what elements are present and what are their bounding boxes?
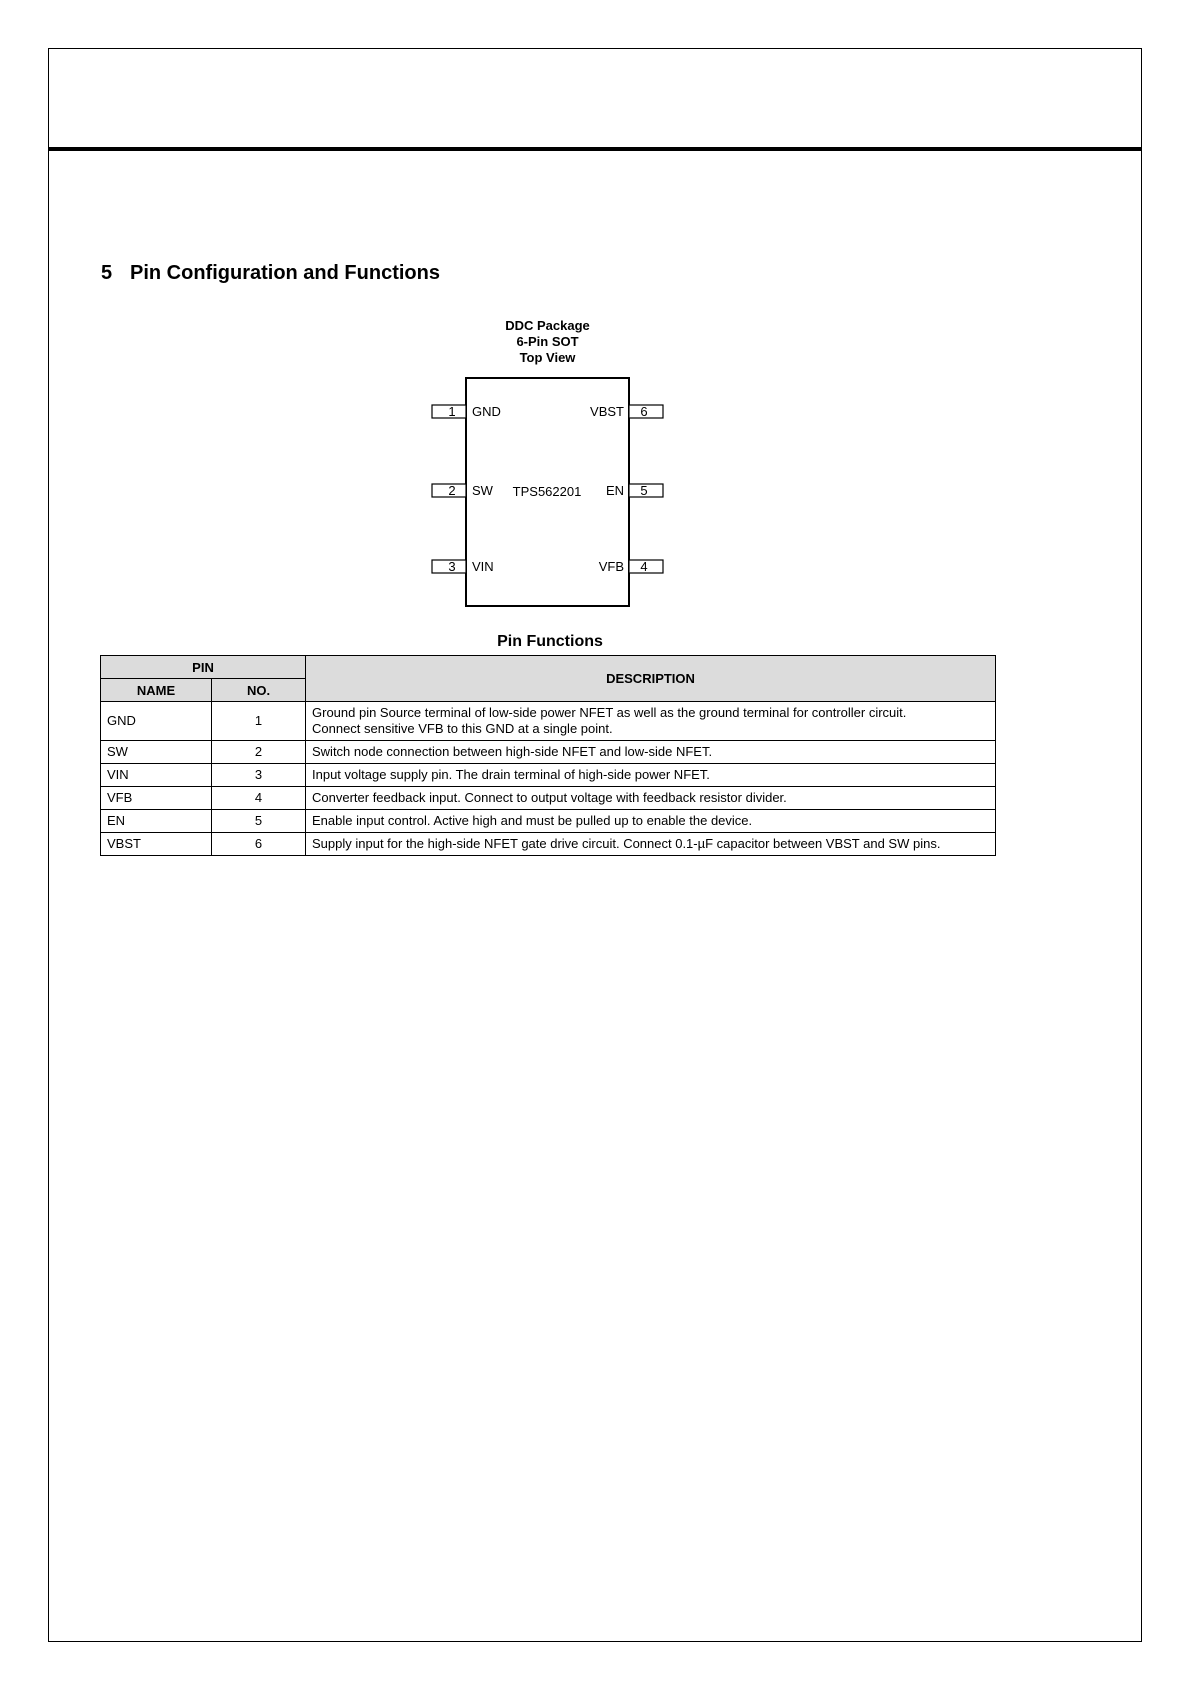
chip-label: TPS562201 xyxy=(512,484,582,499)
pin-description-cell: Converter feedback input. Connect to output voltage with feedback resistor divider. xyxy=(306,787,996,810)
table-row xyxy=(101,741,996,764)
pin-name-cell: SW xyxy=(101,741,212,764)
pin-number-cell: 5 xyxy=(212,810,306,833)
pin-name-cell: EN xyxy=(101,810,212,833)
header-name: NAME xyxy=(101,679,212,702)
header-no: NO. xyxy=(212,679,306,702)
pin-3-name: VIN xyxy=(472,559,494,574)
pin-1-name: GND xyxy=(472,404,501,419)
pin-number-cell: 3 xyxy=(212,764,306,787)
pin-5-number: 5 xyxy=(640,483,648,498)
table-row xyxy=(101,810,996,833)
pin-number-cell: 2 xyxy=(212,741,306,764)
pin-6-number: 6 xyxy=(640,404,648,419)
section-heading xyxy=(101,262,440,285)
pin-number-cell: 1 xyxy=(212,702,306,741)
pin-description-cell: Supply input for the high-side NFET gate drive circuit. Connect 0.1-µF capacitor between VBST and SW pins. xyxy=(306,833,996,856)
package-view: Top View xyxy=(519,350,576,365)
pin-4-number: 4 xyxy=(640,559,648,574)
pin-1-number: 1 xyxy=(448,404,456,419)
table-row xyxy=(101,702,996,741)
section-title: Pin Configuration and Functions xyxy=(130,262,440,284)
package-pin-count: 6-Pin SOT xyxy=(516,334,579,349)
pin-3-number: 3 xyxy=(448,559,456,574)
header-rule xyxy=(48,147,1142,151)
pin-name-cell: VFB xyxy=(101,787,212,810)
pin-name-cell: VBST xyxy=(101,833,212,856)
description-line: Ground pin Source terminal of low-side power NFET as well as the ground terminal for controller circuit. xyxy=(312,705,907,720)
pin-description-cell: Input voltage supply pin. The drain terminal of high-side power NFET. xyxy=(306,764,996,787)
description-line: Connect sensitive VFB to this GND at a single point. xyxy=(312,721,613,736)
pin-2-name: SW xyxy=(472,483,493,498)
table-title: Pin Functions xyxy=(497,633,603,650)
section-number: 5 xyxy=(101,262,113,284)
pin-description-cell: Switch node connection between high-side NFET and low-side NFET. xyxy=(306,741,996,764)
pin-6-name: VBST xyxy=(590,404,624,419)
pin-name-cell: VIN xyxy=(101,764,212,787)
pin-description-cell: Enable input control. Active high and must be pulled up to enable the device. xyxy=(306,810,996,833)
table-row xyxy=(101,833,996,856)
pin-description-cell xyxy=(306,702,996,741)
pin-2-number: 2 xyxy=(448,483,456,498)
header-pin: PIN xyxy=(101,656,306,679)
pinout-diagram xyxy=(420,370,680,610)
table-row xyxy=(101,787,996,810)
pin-4-name: VFB xyxy=(598,559,624,574)
package-caption xyxy=(470,318,625,366)
package-name: DDC Package xyxy=(505,318,590,333)
pin-functions-table xyxy=(100,655,996,856)
pin-number-cell: 6 xyxy=(212,833,306,856)
table-row xyxy=(101,764,996,787)
header-description: DESCRIPTION xyxy=(306,656,996,702)
pin-name-cell: GND xyxy=(101,702,212,741)
pin-5-name: EN xyxy=(605,483,624,498)
pin-number-cell: 4 xyxy=(212,787,306,810)
